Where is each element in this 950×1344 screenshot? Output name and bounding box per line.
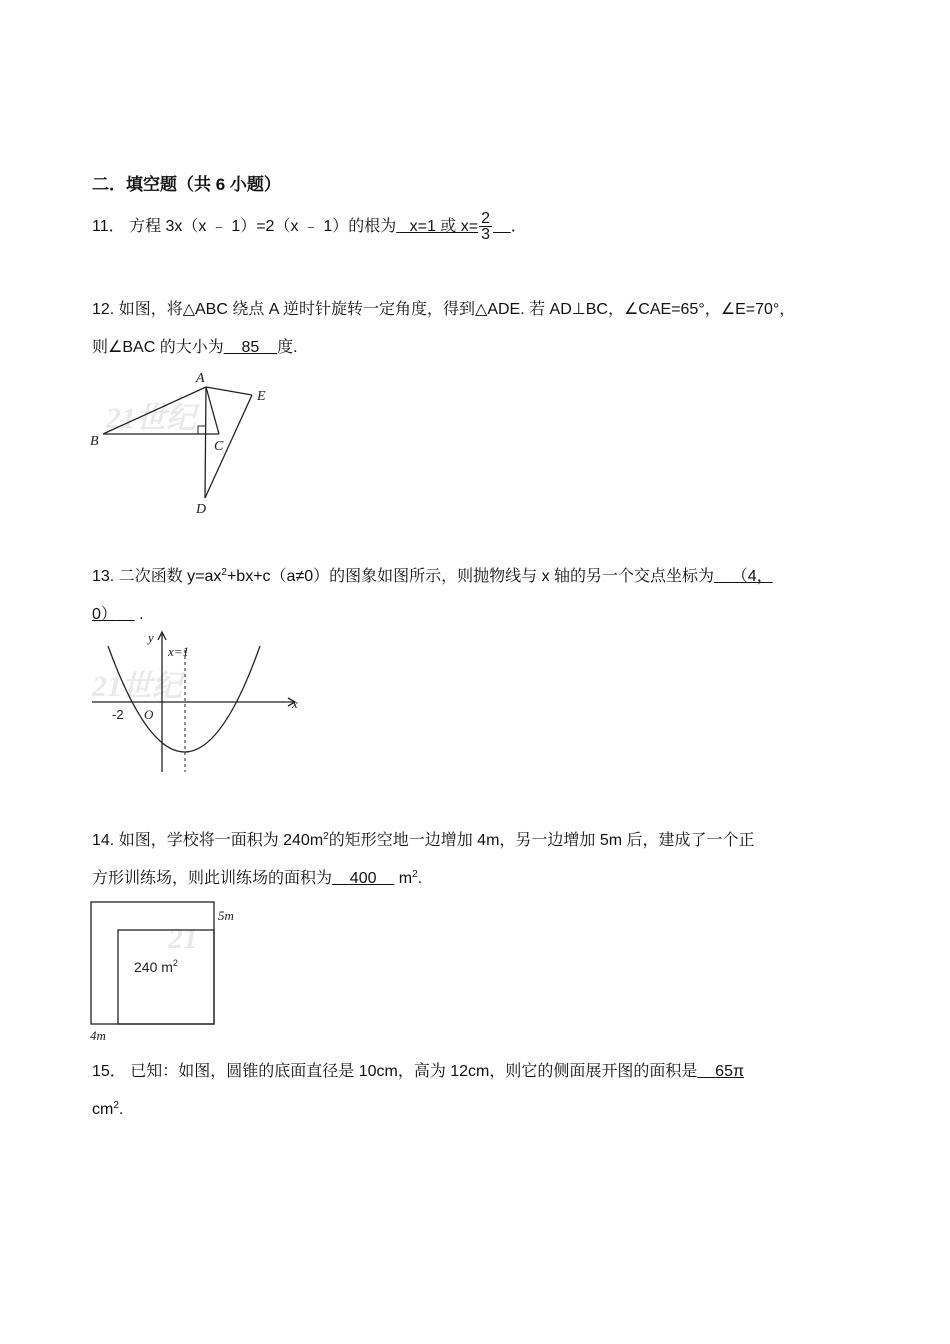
parabola-figure [88, 628, 308, 774]
watermark: 21世纪 [106, 402, 196, 435]
label-x: x [292, 696, 298, 711]
label-neg2: -2 [112, 707, 124, 722]
answer-blank [224, 339, 277, 356]
fraction-numerator: 2 [481, 210, 490, 228]
question-text: 13. 二次函数 y=ax [92, 568, 222, 585]
answer-text: 65π [715, 1063, 745, 1080]
segment-ad [205, 387, 206, 498]
label-b: B [90, 434, 99, 449]
area-label: 240 $m^2$ [134, 958, 178, 975]
question-12 [92, 291, 862, 367]
question-15 [92, 1053, 862, 1129]
answer-blank [714, 568, 773, 585]
inner-rectangle [118, 930, 214, 1024]
answer-text: 85 [241, 339, 260, 356]
question-text-2: +bx+c（a≠0）的图象如图所示，则抛物线与 x 轴的另一个交点坐标为 [226, 568, 715, 585]
answer-blank [697, 1063, 744, 1080]
triangle-rotation-figure [86, 368, 286, 520]
answer-text: 400 [349, 870, 377, 887]
answer-text: x=1 或 x= [409, 218, 479, 235]
superscript: 2 [323, 831, 329, 842]
question-text: 12. 如图，将△ABC 绕点 A 逆时针旋转一定角度，得到△ADE. 若 AD⊥BC，∠CAE=65°，∠E=70°， [92, 301, 796, 318]
label-d: D [196, 502, 207, 517]
label-e: E [257, 389, 266, 404]
watermark: 21世纪 [92, 670, 182, 703]
question-11 [92, 208, 862, 246]
answer-blank [332, 870, 394, 887]
question-13 [92, 558, 862, 634]
question-end: . [139, 606, 144, 623]
parabola-curve [108, 646, 260, 752]
question-text-3: 方形训练场，则此训练场的面积为 [92, 870, 333, 887]
question-text: 方程 3x（x ﹣ 1）=2（x ﹣ 1）的根为 [129, 218, 397, 235]
section-title: 二．填空题（共 6 小题） [92, 175, 281, 194]
label-c: C [214, 439, 224, 454]
unit-superscript: 2 [412, 869, 418, 880]
answer-text-2: 0） [92, 606, 117, 623]
segment-ae [206, 387, 252, 395]
watermark: 21 [168, 922, 198, 955]
answer-blank [396, 210, 511, 244]
question-end: . [417, 870, 423, 887]
question-end: . [118, 1101, 124, 1118]
question-14 [92, 822, 862, 898]
right-angle-mark [198, 426, 206, 434]
answer-blank-2 [92, 606, 135, 623]
label-axis-x1: x=1 [168, 644, 190, 659]
question-text: 14. 如图，学校将一面积为 240m [92, 832, 324, 849]
label-4m: 4m [90, 1028, 106, 1043]
question-number: 11． [92, 218, 125, 235]
fraction-denominator: 3 [481, 226, 490, 244]
unit: m [398, 870, 413, 887]
question-end: 度. [277, 339, 298, 356]
superscript: 2 [221, 567, 227, 578]
question-text-2: 则∠BAC 的大小为 [92, 339, 224, 356]
question-text-2: 的矩形空地一边增加 4m，另一边增加 5m 后，建成了一个正 [328, 832, 755, 849]
label-origin: O [144, 707, 154, 722]
unit-superscript: 2 [113, 1100, 119, 1111]
question-text: 15． 已知：如图，圆锥的底面直径是 10cm，高为 12cm，则它的侧面展开图的面积是 [92, 1063, 698, 1080]
label-5m: 5m [218, 908, 234, 923]
segment-ac [206, 387, 219, 434]
label-a: A [196, 371, 205, 386]
question-end: ． [510, 218, 527, 235]
unit: cm [92, 1101, 114, 1118]
square-field-figure [88, 898, 258, 1046]
answer-text: （4， [731, 568, 773, 585]
answer-fraction [479, 211, 492, 242]
label-y: y [148, 630, 154, 645]
